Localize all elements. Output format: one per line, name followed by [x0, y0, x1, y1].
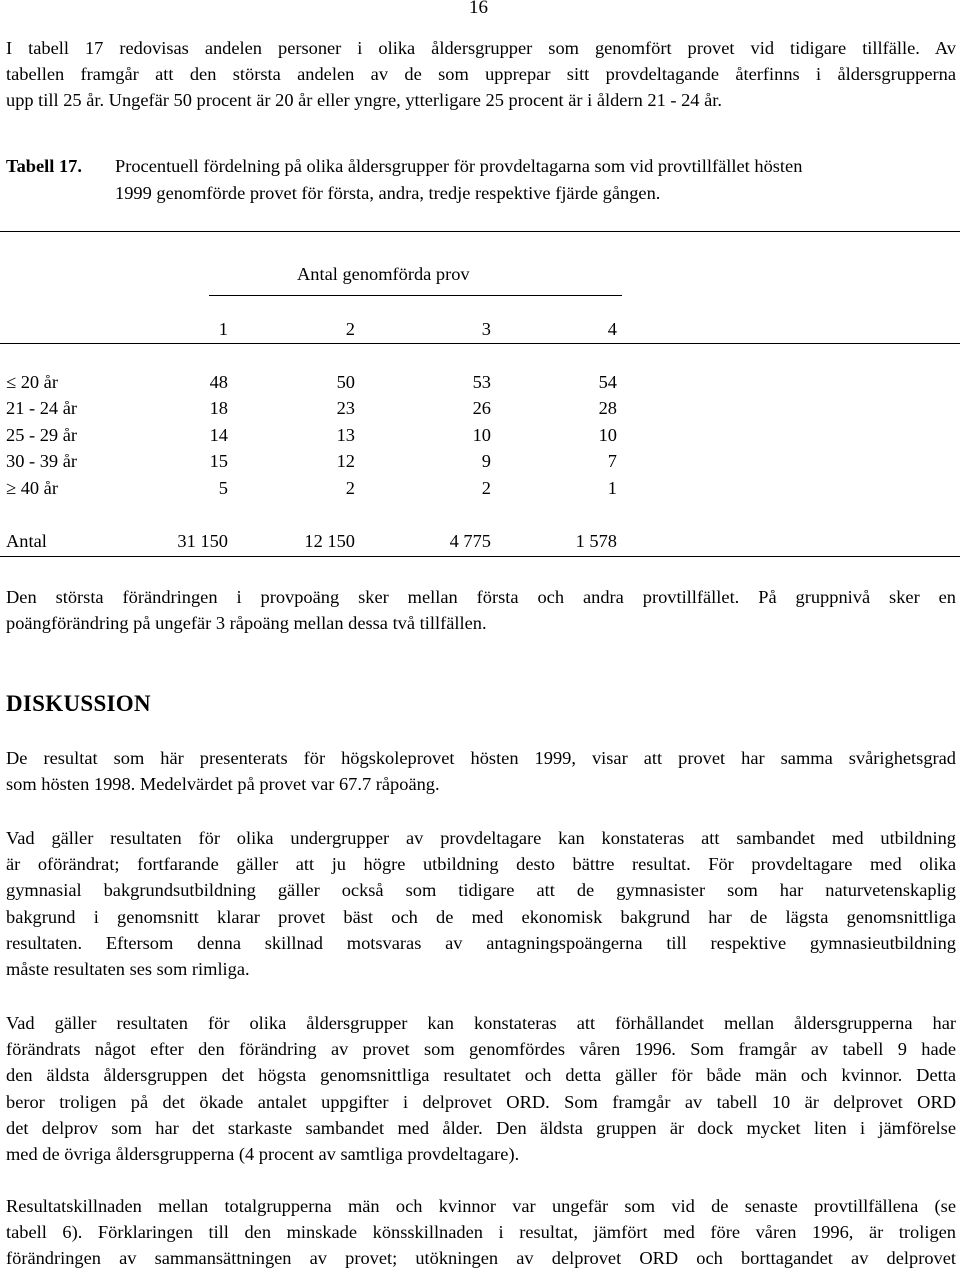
table-cell: 5 [218, 478, 228, 498]
total-cell: 31 150 [177, 531, 228, 551]
paragraph-line: som hösten 1998. Medelvärdet på provet var 67.7 råpoäng. [6, 774, 440, 795]
table-cell: 2 [481, 478, 491, 498]
column-header: 2 [345, 319, 355, 339]
table-cell: 2 [345, 478, 355, 498]
intro-line: tabellen framgår att den största andelen av de som upprepar sitt provdeltagande återfinns i åldersgrupperna [6, 64, 956, 85]
paragraph-line: resultaten. Eftersom denna skillnad motsvaras av antagningspoängerna till respektive gymnasieutbildning [6, 932, 956, 953]
total-cell: 4 775 [449, 531, 491, 551]
paragraph-line: är oförändrat; fortfarande gäller att ju högre utbildning desto bättre resultat. För provdeltagare med olika [6, 854, 956, 875]
row-label: ≤ 20 år [6, 372, 58, 392]
table-caption-text [115, 153, 802, 206]
table-cell: 7 [607, 451, 617, 471]
table-cell: 15 [209, 451, 228, 471]
total-cell: 12 150 [304, 531, 355, 551]
paragraph-line: poängförändring på ungefär 3 råpoäng mellan dessa två tillfällen. [6, 613, 487, 634]
paragraph-line: beror troligen på det ökade antalet uppgifter i delprovet ORD. Som framgår av tabell 10 är delprovet ORD [6, 1091, 956, 1112]
row-label: 30 - 39 år [6, 451, 77, 471]
row-label: 25 - 29 år [6, 425, 77, 445]
paragraph-line: Vad gäller resultaten för olika åldersgrupper kan konstateras att förhållandet mellan åldersgrupperna har [6, 1013, 956, 1033]
discussion-paragraph [6, 1193, 956, 1272]
table-cell: 48 [209, 372, 228, 392]
paragraph-line: gymnasial bakgrundsutbildning gäller också som tidigare att de gymnasister som har naturvetenskaplig [6, 880, 956, 901]
paragraph-line: förändringen av sammansättningen av provet; utökningen av delprovet ORD och borttagandet av delprovet [6, 1248, 956, 1269]
column-header: 3 [481, 319, 491, 339]
table-caption-label: Tabell 17. [6, 156, 82, 176]
row-label: 21 - 24 år [6, 398, 77, 418]
paragraph-line: De resultat som här presenterats för högskoleprovet hösten 1999, visar att provet har samma svårighetsgrad [6, 748, 956, 768]
table-cell: 18 [209, 398, 228, 418]
table-cell: 13 [336, 425, 355, 445]
table-cell: 53 [472, 372, 491, 392]
table-cell: 10 [472, 425, 491, 445]
column-header: 4 [607, 319, 617, 339]
table-cell: 1 [607, 478, 617, 498]
table-cell: 26 [472, 398, 491, 418]
total-cell: 1 578 [575, 531, 617, 551]
discussion-paragraph [6, 1010, 956, 1167]
paragraph-line: bakgrund i genomsnitt klarar provet bäst och de med ekonomisk bakgrund har de lägsta genomsnittliga [6, 906, 956, 927]
paragraph-line: den äldsta åldersgruppen det högsta genomsnittliga resultatet och detta gäller för både män och kvinnor. Detta [6, 1065, 956, 1086]
total-row-label: Antal [6, 531, 47, 551]
paragraph-line: tabell 6). Förklaringen till den minskade könsskillnaden i resultat, jämfört med före våren 1996, är troligen [6, 1222, 956, 1243]
section-heading: DISKUSSION [6, 691, 151, 716]
intro-paragraph [6, 35, 956, 114]
table-cell: 23 [336, 398, 355, 418]
page-number: 16 [469, 0, 488, 18]
table-top-rule [0, 231, 960, 232]
paragraph-line: Vad gäller resultaten för olika undergrupper av provdeltagare kan konstateras att sambandet med utbildning [6, 828, 956, 848]
paragraph-line: det delprov som har det starkaste sambandet med ålder. Den äldsta gruppen är dock mycket liten i jämförelse [6, 1117, 956, 1138]
table-cell: 10 [598, 425, 617, 445]
paragraph-line: måste resultaten ses som rimliga. [6, 959, 250, 980]
row-label: ≥ 40 år [6, 478, 58, 498]
table-cell: 14 [209, 425, 228, 445]
intro-line: upp till 25 år. Ungefär 50 procent är 20 år eller yngre, ytterligare 25 procent är i åldern 21 - 24 år. [6, 90, 722, 111]
table-group-header: Antal genomförda prov [297, 264, 470, 284]
after-table-paragraph [6, 584, 956, 636]
discussion-paragraph [6, 825, 956, 982]
discussion-paragraph [6, 745, 956, 797]
paragraph-line: förändrats något efter den förändring av provet som genomfördes våren 1996. Som framgår av tabell 9 hade [6, 1039, 956, 1060]
table-bottom-rule [0, 556, 960, 557]
table-cell: 54 [598, 372, 617, 392]
table-cell: 28 [598, 398, 617, 418]
table-caption-line: Procentuell fördelning på olika åldersgrupper för provdeltagarna som vid provtillfället hösten [115, 156, 803, 176]
table-cell: 50 [336, 372, 355, 392]
table-cell: 9 [481, 451, 491, 471]
intro-line: I tabell 17 redovisas andelen personer i olika åldersgrupper som genomfört provet vid tidigare tillfälle. Av [6, 38, 956, 58]
table-caption-line: 1999 genomförde provet för första, andra, tredje respektive fjärde gången. [115, 182, 661, 203]
paragraph-line: med de övriga åldersgrupperna (4 procent av samtliga provdeltagare). [6, 1144, 520, 1165]
table-cell: 12 [336, 451, 355, 471]
table-header-rule [0, 343, 960, 344]
paragraph-line: Resultatskillnaden mellan totalgrupperna män och kvinnor var ungefär som vid de senaste provtillfällena (se [6, 1196, 956, 1216]
column-header: 1 [218, 319, 228, 339]
group-header-underline [209, 295, 622, 296]
paragraph-line: Den största förändringen i provpoäng sker mellan första och andra provtillfället. På gruppnivå sker en [6, 587, 956, 607]
